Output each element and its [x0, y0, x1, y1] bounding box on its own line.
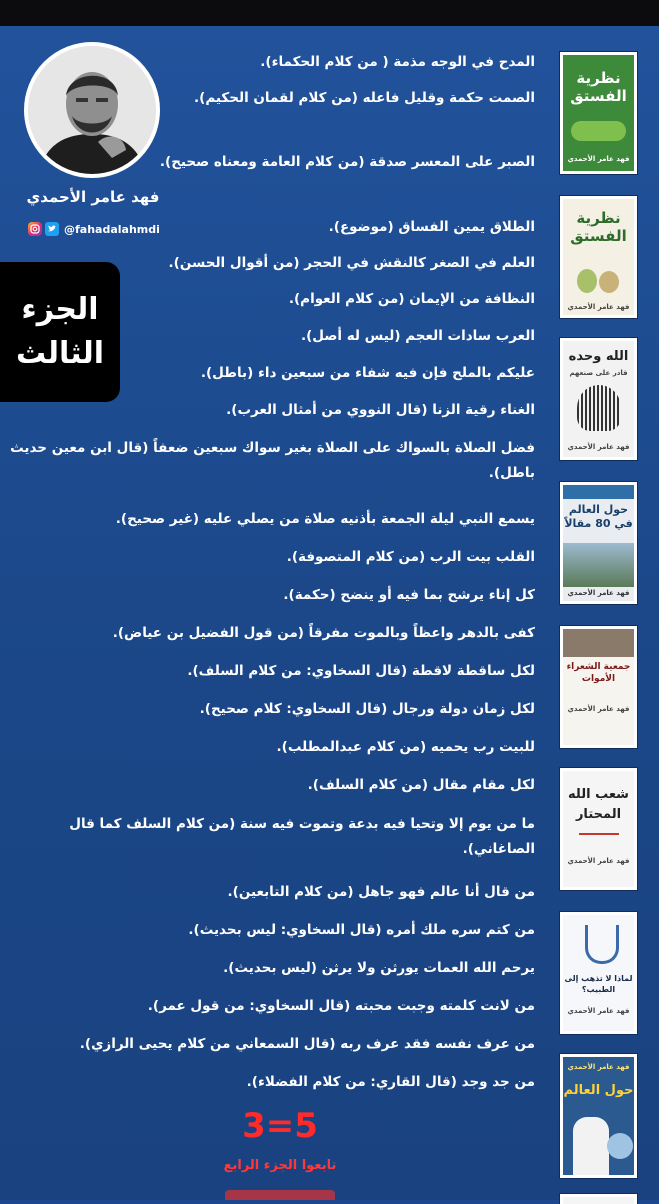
book-author: فهد عامر الأحمدي: [567, 589, 630, 597]
saying-item: الغناء رقية الزنا (قال النووي من أمثال العرب).: [226, 402, 535, 418]
book-author: فهد عامر الأحمدي: [567, 443, 630, 451]
saying-item: الطلاق يمين الفساق (موضوع).: [328, 219, 535, 235]
book-author: فهد عامر الأحمدي: [567, 857, 630, 865]
saying-item: كفى بالدهر واعظاً وبالموت مفرقاً (من قول الفضيل بن عياض).: [112, 625, 535, 641]
saying-item: لكل مقام مقال (من كلام السلف).: [307, 777, 535, 793]
author-name: فهد عامر الأحمدي: [26, 188, 160, 206]
book-cover: [560, 52, 637, 174]
follow-next-part: تابعوا الجزء الرابع: [223, 1158, 337, 1173]
book-cover: [560, 626, 637, 748]
book-title: شعب الله المحتار: [568, 787, 629, 822]
book-subtitle: قادر على صنعهم: [569, 369, 628, 377]
book-cover: [560, 1054, 637, 1178]
part-label-line-2: الثالث: [15, 336, 105, 371]
saying-item: من لانت كلمته وجبت محبته (قال السخاوي: من قول عمر).: [147, 998, 535, 1014]
saying-item: يرحم الله العمات يورثن ولا يرثن (ليس بحديث).: [223, 960, 535, 976]
book-title: نظرية الفستق: [570, 69, 627, 105]
saying-item: لكل ساقطة لاقطة (قال السخاوي: من كلام السلف).: [187, 663, 535, 679]
saying-item: ما من يوم إلا وتحيا فيه بدعة وتموت فيه سنة (من كلام السلف كما قال الصاغاني).: [69, 816, 535, 857]
saying-item: من كتم سره ملك أمره (قال السخاوي: ليس بحديث).: [188, 922, 535, 938]
part-counter: 3=5: [242, 1106, 318, 1146]
book-cover: [560, 482, 637, 604]
book-author: فهد عامر الأحمدي: [567, 1007, 630, 1015]
book-author: فهد عامر الأحمدي: [567, 1063, 630, 1071]
saying-item: النظافة من الإيمان (من كلام العوام).: [288, 291, 535, 307]
saying-item: العلم في الصغر كالنقش في الحجر (من أقوال الحسن).: [168, 255, 535, 271]
saying-item: الصمت حكمة وقليل فاعله (من كلام لقمان الحكيم).: [194, 90, 535, 106]
book-title: نظرية الفستق: [570, 209, 627, 245]
saying-item: لكل زمان دولة ورجال (قال السخاوي: كلام صحيح).: [199, 701, 535, 717]
saying-item: من قال أنا عالم فهو جاهل (من كلام التابعين).: [227, 884, 535, 900]
book-title: جمعية الشعراء الأموات: [566, 662, 631, 684]
cut-off-text: [225, 1190, 335, 1200]
saying-item: كل إناء يرشح بما فيه أو ينضح (حكمة).: [283, 587, 535, 603]
book-author: فهد عامر الأحمدي: [567, 705, 630, 713]
book-cover: [560, 196, 637, 318]
book-title: لماذا لا تذهب إلى الطبيب؟: [564, 974, 633, 994]
saying-item: الصبر على المعسر صدقة (من كلام العامة ومعناه صحيح).: [159, 154, 535, 170]
saying-item: العرب سادات العجم (ليس له أصل).: [301, 328, 535, 344]
social-handle[interactable]: @fahadalahmdi: [64, 222, 160, 236]
book-cover-partial: [560, 1194, 637, 1204]
book-author: فهد عامر الأحمدي: [567, 303, 630, 311]
saying-item: عليكم بالملح فإن فيه شفاء من سبعين داء (باطل).: [200, 365, 535, 381]
saying-item: يسمع النبي ليلة الجمعة بأذنيه صلاة من يصلي عليه (غير صحيح).: [115, 511, 535, 527]
book-title: الله وحده: [568, 349, 629, 364]
book-author: فهد عامر الأحمدي: [567, 155, 630, 163]
saying-item: من جد وجد (قال القاري: من كلام الفضلاء).: [246, 1074, 535, 1090]
book-cover: [560, 338, 637, 460]
saying-item: من عرف نفسه فقد عرف ربه (قال السمعاني من كلام يحيى الرازي).: [79, 1036, 535, 1052]
book-title: حول العالم في 80 مقالاً: [564, 503, 633, 530]
top-bar: [0, 0, 659, 26]
book-cover: [560, 768, 637, 890]
book-cover: [560, 912, 637, 1034]
saying-item: فضل الصلاة بالسواك على الصلاة بغير سواك سبعين ضعفاً (قال ابن معين حديث باطل).: [10, 440, 535, 481]
part-label-line-1: الجزء: [21, 292, 99, 327]
saying-item: القلب بيت الرب (من كلام المتصوفة).: [286, 549, 535, 565]
saying-item: المدح في الوجه مذمة ( من كلام الحكماء).: [260, 54, 535, 70]
saying-item: للبيت رب يحميه (من كلام عبدالمطلب).: [276, 739, 535, 755]
book-title: حول العالم: [563, 1083, 634, 1098]
